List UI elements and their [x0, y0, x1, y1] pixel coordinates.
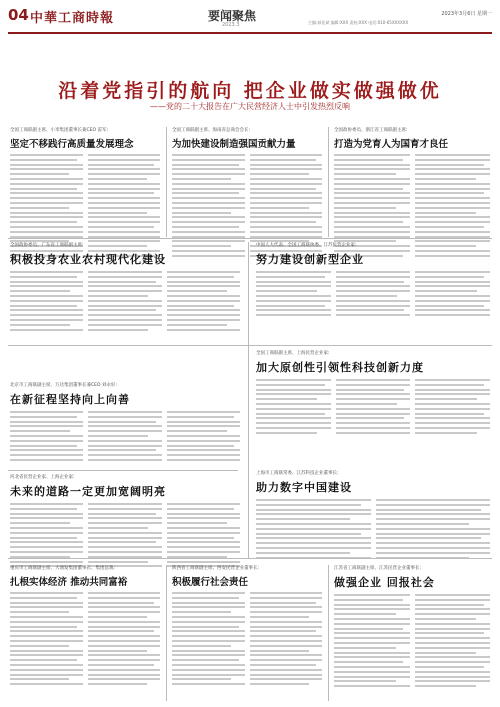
lead-headline: 沿着党指引的航向 把企业做实做强做优: [58, 80, 442, 102]
article-5: [256, 242, 490, 319]
article-kicker: 上海市工商联常委、江苏科技企业董事长:: [256, 471, 339, 476]
paper-name: 中華工商時報: [30, 11, 115, 26]
article-kicker: 河北省民营企业家、上海企业家:: [10, 475, 75, 480]
article-3: [334, 127, 490, 260]
article-4: [10, 242, 240, 333]
article-kicker: 全国政协委员、广东省工商联副主席:: [10, 243, 84, 248]
article-kicker: 全国工商联副主席、海南省总商会会长:: [172, 128, 251, 133]
article-title: 努力建设创新型企业: [256, 253, 364, 266]
article-9: [256, 470, 490, 561]
article-kicker: 江苏省工商联副主席、江苏民营企业董事长:: [334, 566, 422, 571]
article-11: [172, 565, 322, 688]
article-kicker: 北京市工商联副主席、万达集团董事长兼CEO 刘永好:: [10, 383, 117, 388]
article-title: 为加快建设制造强国贡献力量: [172, 139, 296, 150]
article-title: 扎根实体经济 推动共同富裕: [10, 577, 128, 588]
article-title: 做强企业 回报社会: [334, 576, 435, 589]
article-title: 未来的道路一定更加宽阔明亮: [10, 485, 166, 498]
article-2: [172, 127, 322, 260]
article-title: 积极投身农业农村现代化建设: [10, 253, 166, 266]
article-7: [256, 350, 490, 437]
lead-subhead: ——党的二十大报告在广大民营经济人士中引发热烈反响: [150, 102, 350, 111]
article-title: 打造为党育人为国育才良任: [334, 139, 449, 150]
page-number: 04: [8, 6, 29, 24]
section-name: 要闻聚焦: [208, 9, 257, 23]
article-title: 坚定不移践行高质量发展理念: [10, 139, 134, 150]
article-title: 积极履行社会责任: [172, 577, 249, 588]
article-kicker: 全国工商联副主席、小米集团董事长兼CEO 雷军:: [10, 128, 108, 133]
article-title: 助力数字中国建设: [256, 481, 352, 494]
article-kicker: 重庆市工商联副主席、大润发集团董事长、集团总裁:: [10, 566, 116, 571]
article-12: [334, 565, 490, 690]
edition-info: 主编:郝佳斌 编辑:XXX 责校:XXX 电话:010-65XXXXXX: [308, 20, 409, 25]
section-sub: 2023.3: [222, 22, 240, 28]
article-kicker: 中国人大代表、全国工商联执委、江苏民营企业家:: [256, 243, 357, 248]
article-kicker: 全国工商联副主席、上海民营企业家:: [256, 351, 330, 356]
article-8: [10, 474, 240, 570]
article-1: [10, 127, 160, 260]
article-kicker: 全国政协委员、浙江省工商联副主席:: [334, 128, 408, 133]
masthead: [8, 6, 492, 34]
date-info: 2023年3月6日 星期一: [441, 11, 492, 17]
article-kicker: 陕西省工商联副主席、西安民营企业董事长:: [172, 566, 260, 571]
article-title: 在新征程坚持向上向善: [10, 393, 130, 406]
article-10: [10, 565, 160, 688]
article-title: 加大原创性引领性科技创新力度: [256, 361, 424, 374]
article-6: [10, 382, 240, 464]
